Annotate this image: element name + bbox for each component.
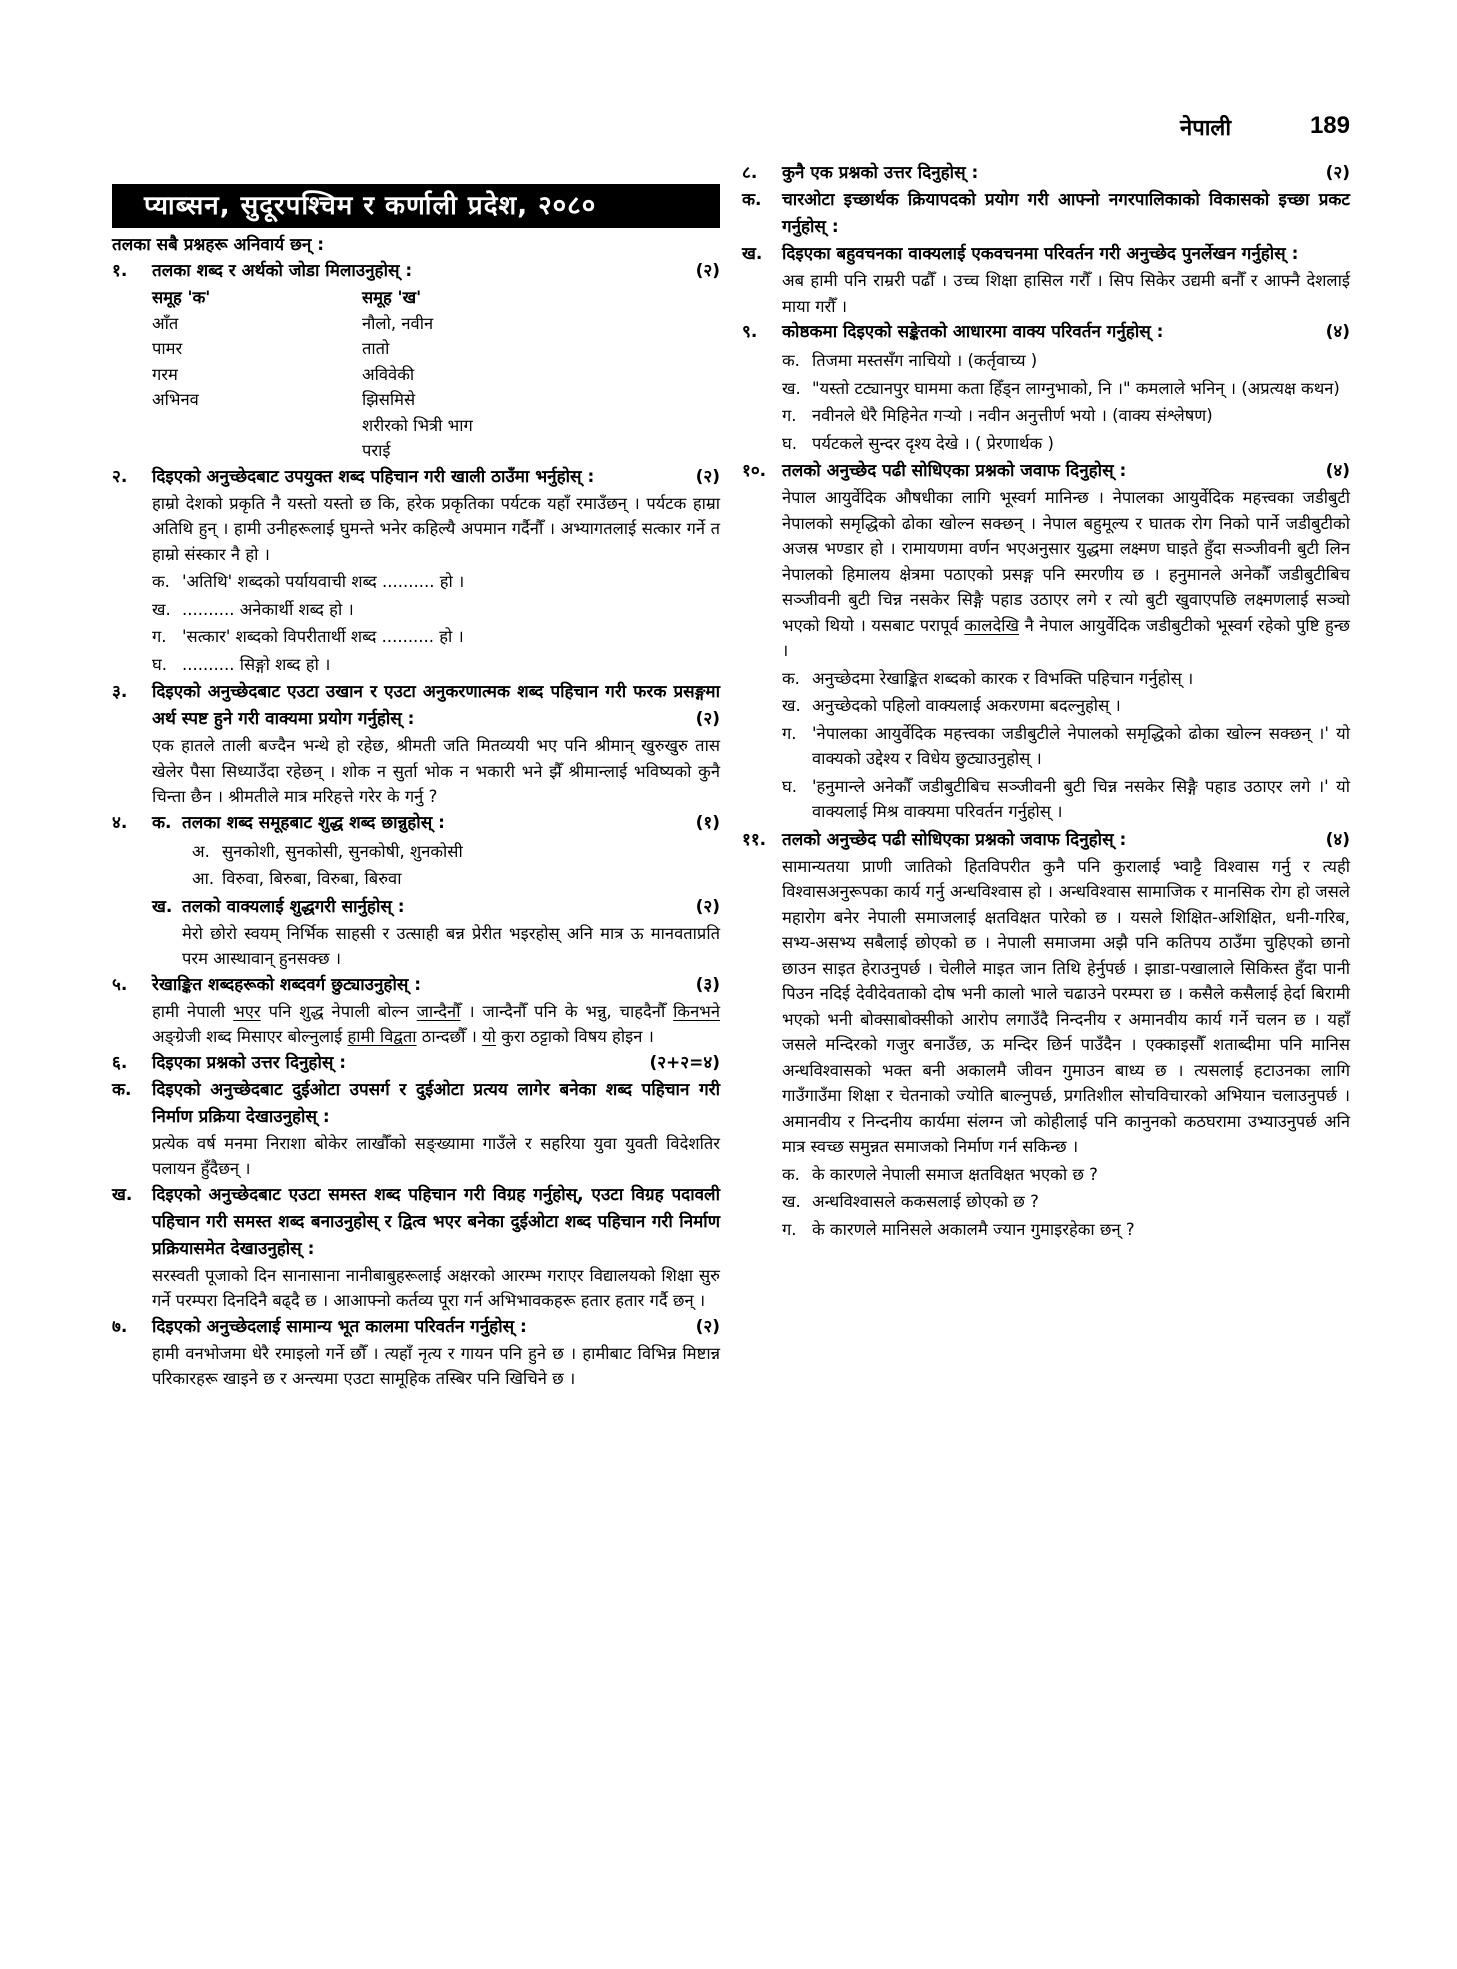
question-text: तलका शब्द र अर्थको जोडा मिलाउनुहोस् : [152,261,413,281]
sub-label: क. [152,812,172,833]
sub-question [112,569,720,595]
marks: (४) [1325,829,1350,850]
option-label: आ. [192,869,215,888]
passage [112,999,720,1050]
question-heading [112,1314,720,1341]
sub-question [742,1217,1350,1243]
question-text: कोष्ठकमा दिइएको सङ्केतको आधारमा वाक्य परिवर्तन गर्नुहोस् : [782,322,1164,342]
question-text: दिइएको अनुच्छेदबाट एउटा समस्त शब्द पहिचान गरी विग्रह गर्नुहोस्, एउटा विग्रह पदावली पहिचान गरी समस्त शब्द बनाउनुहोस् र द्वित्व भएर बनेका दुईओटा शब्द पहिचान गरी निर्माण प्रक्रियासमेत देखाउनुहोस् : [152,1184,720,1259]
sub-text: अन्धविश्वासले ककसलाई छोएको छ ? [812,1192,1039,1211]
question-text: तलको अनुच्छेद पढी सोधिएका प्रश्नको जवाफ दिनुहोस् : [782,829,1127,850]
sub-label: क. [782,351,800,370]
passage-text: हामी नेपाली [152,1001,234,1021]
sub-question [742,403,1350,429]
sub-text: 'नेपालका आयुर्वेदिक महत्त्वका जडीबुटीले नेपालको समृद्धिको ढोका खोल्न सक्छन् ।' यो वाक्यको उद्देश्य र विधेय छुट्याउनुहोस् । [812,723,1350,768]
sub-text: पर्यटकले सुन्दर दृश्य देखे । ( प्रेरणार्थक ) [812,433,1054,453]
sub-text: तिजमा मस्तसँग नाचियो । (कर्तृवाच्य ) [812,351,1038,370]
question-text: चारओटा इच्छार्थक क्रियापदको प्रयोग गरी आफ्नो नगरपालिकाको विकासको इच्छा प्रकट गर्नुहोस् : [782,190,1350,237]
general-instruction: तलका सबै प्रश्नहरू अनिवार्य छन् : [112,235,325,255]
right-column [742,160,1350,1244]
option-text: सुनकोशी, सुनकोसी, सुनकोषी, शुनकोसी [222,841,463,861]
sub-text: नवीनले धेरै मिहिनेत गऱ्यो । नवीन अनुत्तीर्ण भयो । (वाक्य संश्लेषण) [812,406,1213,425]
question-number: ३. [112,682,128,702]
sub-question [112,624,720,650]
passage-text: नेपाल आयुर्वेदिक औषधीका लागि भूस्वर्ग मानिन्छ । नेपालका आयुर्वेदिक महत्त्वका जडीबुटी नेपालको समृद्धिको ढोका खोल्न सक्छन् । नेपाल बहुमूल्य र घातक रोग निको पार्ने जडीबुटीको अजस्र भण्डार हो । रामायणमा वर्णन भएअनुसार युद्धमा लक्ष्मण घाइते हुँदा सञ्जीवनी बुटी लिन नेपालको हिमालय क्षेत्रमा पठाएको प्रसङ्ग पनि स्मरणीय छ । हनुमानले अनेकौँ जडीबुटीबिच सञ्जीवनी बुटी चिन्न नसकेर सिङ्गै पहाड उठाएर लगे र त्यो बुटी खुवाएपछि लक्ष्मणलाई सञ्चो भएको थियो । यसबाट परापूर्व [782,488,1350,635]
sub-question [742,376,1350,402]
passage-text: कुरा ठट्टाको विषय होइन । [495,1027,654,1046]
marks: (२) [695,261,720,281]
question-number: १. [112,261,128,281]
sub-label: ख. [152,599,171,619]
underlined-word: किनभने [673,1001,720,1021]
marks: (२+२=४) [649,1052,720,1073]
sub-label: ग. [782,1219,797,1239]
question-number: ८. [742,163,758,183]
sub-text: "यस्तो टट्यानपुर घाममा कता हिँड्न लाग्नुभाको, नि ।" कमलाले भनिन् । (अप्रत्यक्ष कथन) [812,378,1340,398]
sub-question-heading [112,1077,720,1131]
question-text: रेखाङ्कित शब्दहरूको शब्दवर्ग छुट्याउनुहोस् : [152,974,422,995]
group-a-item: अभिनव [152,390,199,409]
passage-text: ठान्दछौँ । [416,1027,483,1046]
question-text: दिइएको अनुच्छेदबाट एउटा उखान र एउटा अनुकरणात्मक शब्द पहिचान गरी फरक प्रसङ्गमा अर्थ स्पष्ट हुने गरी वाक्यमा प्रयोग गर्नुहोस् : [152,682,720,729]
question-heading [742,319,1350,346]
question-text: दिइएका बहुवचनका वाक्यलाई एकवचनमा परिवर्तन गरी अनुच्छेद पुनर्लेखन गर्नुहोस् : [782,244,1299,264]
question-3 [112,679,720,810]
question-text: दिइएको अनुच्छेदबाट उपयुक्त शब्द पहिचान गरी खाली ठाउँमा भर्नुहोस् : [152,466,595,487]
group-b-item: तातो [362,339,390,358]
sub-label: ख. [112,1184,133,1205]
sub-text: 'अतिथि' शब्दको पर्यायवाची शब्द .......... हो । [182,572,465,591]
question-8 [742,160,1350,319]
sub-text: .......... सिङ्गो शब्द हो । [182,654,331,674]
exam-title-bar: प्याब्सन, सुदूरपश्चिम र कर्णाली प्रदेश, २०८० [112,184,720,228]
sub-question-heading [112,894,720,921]
question-1 [112,258,720,464]
question-11 [742,827,1350,1243]
marks: (२) [695,896,720,917]
sub-label: क. [152,572,170,591]
sub-text: .......... अनेकार्थी शब्द हो । [182,599,354,619]
sub-question-heading [742,187,1350,241]
sub-text: के कारणले नेपाली समाज क्षतविक्षत भएको छ ? [812,1164,1098,1184]
question-number: ५. [112,974,128,995]
question-heading [112,679,720,733]
sub-label: घ. [152,654,167,674]
marks: (४) [1325,461,1350,481]
question-heading [112,464,720,491]
marks: (३) [695,974,720,995]
sub-text: अनुच्छेदमा रेखाङ्कित शब्दको कारक र विभक्ति पहिचान गर्नुहोस् । [812,668,1194,688]
matching-table [112,285,720,464]
passage-text: नै नेपाल आयुर्वेदिक जडीबुटीको भूस्वर्ग रहेको पुष्टि हुन्छ । [782,615,1350,660]
underlined-word: जान्दैनौँ [416,1001,461,1021]
passage: हाम्रो देशको प्रकृति नै यस्तो यस्तो छ कि, हरेक प्रकृतिका पर्यटक यहाँ रमाउँछन् । पर्यटक हाम्रा अतिथि हुन् । हामी उनीहरूलाई घुमन्ते भनेर कहिल्यै अपमान गर्दैनौँ । अभ्यागतलाई सत्कार गर्ने त हाम्रो संस्कार नै हो । [152,493,720,564]
question-heading [112,258,720,285]
question-7 [112,1314,720,1392]
sub-label: क. [742,190,762,210]
question-heading [742,827,1350,854]
marks: (२) [695,1316,720,1337]
sub-label: ख. [152,896,173,917]
left-column [112,160,720,1392]
question-text: दिइएको अनुच्छेदलाई सामान्य भूत कालमा परिवर्तन गर्नुहोस् : [152,1316,527,1337]
passage: एक हातले ताली बज्दैन भन्थे हो रहेछ, श्रीमती जति मितव्ययी भए पनि श्रीमान् खुरुखुरु तास खेलेर पैसा सिध्याउँदा रहेछन् । शोक न सुर्ता भोक न भकारी भने झैँ श्रीमान्लाई भविष्यको कुनै चिन्ता छैन । श्रीमतीले मात्र मरिहत्ते गरेर के गर्नु ? [152,736,720,806]
question-number: ११. [742,829,767,850]
sub-question [742,431,1350,457]
question-text: दिइएको अनुच्छेदबाट दुईओटा उपसर्ग र दुईओटा प्रत्यय लागेर बनेका शब्द पहिचान गरी निर्माण प्रक्रिया देखाउनुहोस् : [152,1079,720,1127]
group-b-header: समूह 'ख' [362,288,422,307]
question-4 [112,810,720,972]
passage-text: । जान्दैनौँ पनि के भन्नु, चाहदैनौँ [460,1001,674,1021]
marks: (१) [695,812,720,833]
sub-label: ग. [152,627,167,646]
sub-label: ख. [782,1192,801,1211]
underlined-word: हामी विद्वता [347,1027,417,1046]
sub-question [742,348,1350,374]
sub-question [112,652,720,678]
sub-label: ग. [782,723,797,743]
question-number: ९. [742,322,758,342]
sub-label: घ. [782,776,797,796]
passage-text: अङ्ग्रेजी शब्द मिसाएर बोल्नुलाई [152,1027,348,1046]
page-number: 189 [1309,112,1350,139]
passage: मेरो छोरो स्वयम् निर्भिक साहसी र उत्साही बन्न प्रेरीत भइरहोस् अनि मात्र ऊ मानवताप्रति परम आस्थावान् हुनसक्छ । [182,923,720,968]
sub-label: ख. [782,696,801,715]
question-heading [112,1050,720,1077]
sub-question [112,597,720,623]
marks: (२) [695,709,720,729]
question-number: ६. [112,1052,128,1073]
underlined-word: कालदेखि [964,615,1020,635]
sub-question-heading [112,1182,720,1263]
marks: (२) [695,466,720,487]
sub-question [742,1162,1350,1188]
question-heading [112,972,720,999]
question-2 [112,464,720,678]
question-heading [742,160,1350,187]
underlined-word: भएर [233,1001,261,1021]
sub-label: ख. [742,244,763,264]
option-text: विरुवा, बिरुबा, विरुबा, बिरुवा [222,869,402,888]
question-text: कुनै एक प्रश्नको उत्तर दिनुहोस् : [782,163,979,183]
passage: सरस्वती पूजाको दिन सानासाना नानीबाबुहरूलाई अक्षरको आरम्भ गराएर विद्यालयको शिक्षा सुरु गर्ने परम्परा दिनदिनै बढ्दै छ । आआफ्नो कर्तव्य पूरा गर्न अभिभावकहरू हतार हतार गर्दै छन् । [152,1265,720,1310]
sub-label: क. [782,668,800,688]
question-number: २. [112,466,128,487]
passage: हामी वनभोजमा धेरै रमाइलो गर्ने छौँ । त्यहाँ नृत्य र गायन पनि हुने छ । हामीबाट विभिन्न मिष्टान्न परिकारहरू खाइने छ र अन्त्यमा एउटा सामूहिक तस्बिर पनि खिचिने छ । [152,1343,720,1388]
subject-label: नेपाली [1180,116,1232,141]
passage-text: पनि शुद्ध नेपाली बोल्न [260,1001,417,1021]
group-b-item: अविवेकी [362,364,415,384]
sub-question [742,666,1350,692]
question-5 [112,972,720,1050]
sub-label: घ. [782,433,797,453]
question-heading [112,810,720,837]
page-header [1180,112,1350,152]
underlined-word: यो [482,1027,496,1046]
passage: अब हामी पनि राम्ररी पढौँ । उच्च शिक्षा हासिल गरौँ । सिप सिकेर उद्यमी बनौँ र आफ्नै देशलाई माया गरौँ । [782,271,1350,316]
question-heading [742,458,1350,485]
sub-text: 'हनुमान्ले अनेकौँ जडीबुटीबिच सञ्जीवनी बुटी चिन्न नसकेर सिङ्गै पहाड उठाएर लगे ।' यो वाक्यलाई मिश्र वाक्यमा परिवर्तन गर्नुहोस् । [812,776,1350,821]
sub-question [742,774,1350,825]
option-row [112,866,720,892]
sub-text: 'सत्कार' शब्दको विपरीतार्थी शब्द .......... हो । [182,627,464,646]
sub-label: क. [112,1079,132,1100]
group-b-item: झिसमिसे [362,390,416,409]
question-text: तलका शब्द समूहबाट शुद्ध शब्द छान्नुहोस् : [182,812,445,833]
question-10 [742,458,1350,825]
question-6 [112,1050,720,1314]
group-a-header: समूह 'क' [152,288,211,307]
question-number: ४. [112,812,128,833]
question-text: तलको अनुच्छेद पढी सोधिएका प्रश्नको जवाफ दिनुहोस् : [782,461,1127,481]
group-a-item: गरम [152,364,178,384]
sub-question [742,721,1350,772]
marks: (२) [1325,163,1350,183]
group-a-item: आँत [152,313,179,333]
passage: सामान्यतया प्राणी जातिको हितविपरीत कुनै पनि कुरालाई भ्वाट्टै विश्वास गर्नु र त्यही विश्वासअनुरूपका कार्य गर्नु अन्धविश्वास हो । अन्धविश्वास सामाजिक र मानसिक रोग हो जसले महारोग बनेर नेपाली समाजलाई क्षतविक्षत पारेको छ । यसले शिक्षित-अशिक्षित, धनी-गरिब, सभ्य-असभ्य सबैलाई छोएको छ । नेपाली समाजमा अझै पनि कतिपय ठाउँमा चुहिएको छानो छाउन साइत हेराउनुपर्छ । चेलीले माइत जान तिथि हेर्नुपर्छ । झाडा-पखालाले सिकिस्त हुँदा पानी पिउन नदिई देवीदेवताको दोष भनी कालो भाले चढाउने परम्परा छ । कसैले कसैलाई हेर्दा बिरामी भएको भनी बोक्साबोक्सीको आरोप लगाउँदै निन्दनीय र अमानवीय कार्य गर्ने चलन छ । यहाँ जसले मन्दिरको गजुर बनाउँछ, ऊ मन्दिर छिर्न पाउँदैन । एक्काइसौँ शताब्दीमा पनि मानिस अन्धविश्वासको भक्त बनी अकालमै जीवन गुमाउन बाध्य छ । त्यसलाई हटाउनका लागि गाउँगाउँमा शिक्षा र चेतनाको ज्योति बाल्नुपर्छ, प्रगतिशील सोचविचारको अभियान चलाउनुपर्छ । अमानवीय र निन्दनीय कार्यमा संलग्न जो कोहीलाई पनि कानुनको कठघरामा उभ्याउनुपर्छ अनि मात्र स्वच्छ समुन्नत समाजको निर्माण गर्न सकिन्छ । [782,856,1350,1156]
sub-text: अनुच्छेदको पहिलो वाक्यलाई अकरणमा बदल्नुहोस् । [812,696,1121,715]
question-number: ७. [112,1316,128,1337]
question-number: १०. [742,461,767,481]
group-b-item: पराई [362,441,391,460]
group-b-item: शरीरको भित्री भाग [362,415,473,435]
passage [742,485,1350,664]
group-b-item: नौलो, नवीन [362,313,434,333]
option-label: अ. [192,841,210,861]
question-text: दिइएका प्रश्नको उत्तर दिनुहोस् : [152,1052,347,1073]
sub-question-heading [742,241,1350,268]
sub-question [742,1189,1350,1215]
sub-question [742,693,1350,719]
group-a-item: पामर [152,339,183,358]
sub-label: ख. [782,378,801,398]
option-row [112,839,720,865]
marks: (४) [1325,322,1350,342]
passage: प्रत्येक वर्ष मनमा निराशा बोकेर लाखौँको सङ्ख्यामा गाउँले र सहरिया युवा युवती विदेशतिर पलायन हुँदैछन् । [152,1133,720,1178]
question-text: तलको वाक्यलाई शुद्धगरी सार्नुहोस् : [182,896,405,917]
sub-text: के कारणले मानिसले अकालमै ज्यान गुमाइरहेका छन् ? [812,1219,1135,1239]
sub-label: क. [782,1164,800,1184]
question-9 [742,319,1350,456]
sub-label: ग. [782,406,797,425]
